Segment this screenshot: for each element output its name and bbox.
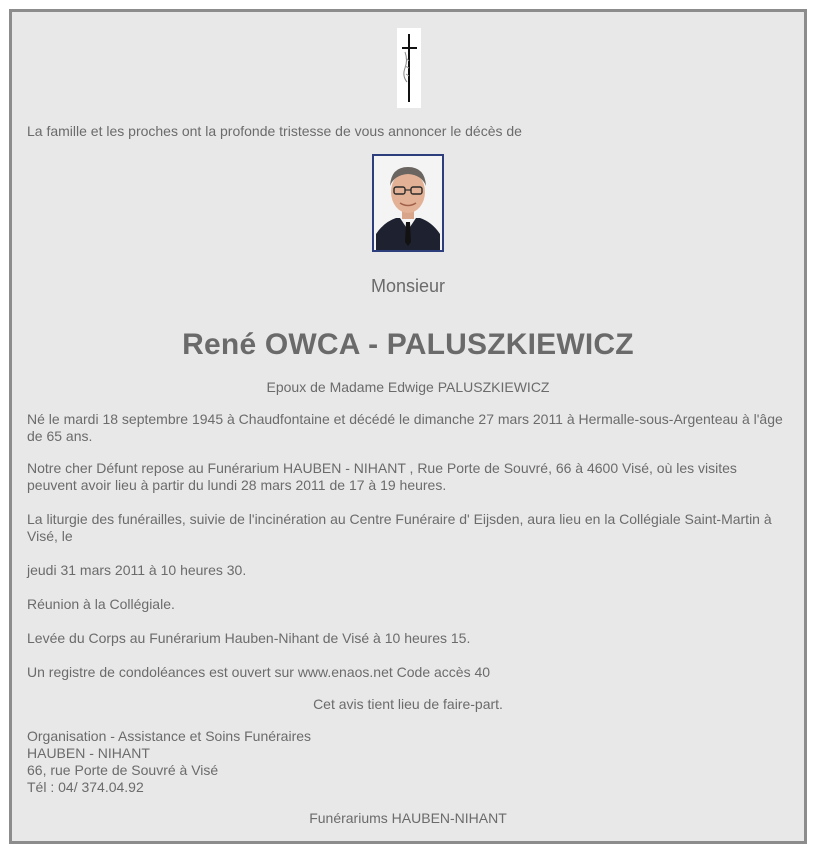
birth-death-text: Né le mardi 18 septembre 1945 à Chaudfontaine et décédé le dimanche 27 mars 2011 à Hermalle-sous-Argenteau à l'âge de 65 ans.	[27, 411, 783, 444]
obituary-frame	[9, 9, 807, 844]
spouse-line: Epoux de Madame Edwige PALUSZKIEWICZ	[266, 379, 550, 395]
registry-text: Un registre de condoléances est ouvert sur www.enaos.net Code accès 40	[27, 664, 491, 680]
notice-text: Cet avis tient lieu de faire-part.	[313, 696, 503, 712]
footer-text: Funérariums HAUBEN-NIHANT	[309, 810, 507, 826]
organisation-line-2: HAUBEN - NIHANT	[27, 745, 150, 761]
deceased-name: René OWCA - PALUSZKIEWICZ	[182, 328, 634, 361]
organisation-phone: Tél : 04/ 374.04.92	[27, 779, 144, 795]
liturgy-text: La liturgie des funérailles, suivie de l'incinération au Centre Funéraire d' Eijsden, aura lieu en la Collégiale Saint-Martin à Visé, le	[27, 511, 772, 544]
meeting-text: Réunion à la Collégiale.	[27, 596, 175, 612]
organisation-line-1: Organisation - Assistance et Soins Funéraires	[27, 728, 312, 744]
intro-text: La famille et les proches ont la profonde tristesse de vous annoncer le décès de	[27, 123, 522, 139]
cross-icon	[397, 28, 421, 108]
funerarium-text: Notre cher Défunt repose au Funérarium HAUBEN - NIHANT , Rue Porte de Souvré, 66 à 4600 Visé, où les visites peuvent avoir lieu à partir du lundi 28 mars 2011 de 17 à 19 heures.	[27, 460, 737, 493]
levee-text: Levée du Corps au Funérarium Hauben-Nihant de Visé à 10 heures 15.	[27, 630, 471, 646]
ceremony-date: jeudi 31 mars 2011 à 10 heures 30.	[27, 562, 247, 578]
organisation-block	[27, 728, 527, 796]
honorific: Monsieur	[370, 276, 446, 296]
portrait-photo	[372, 154, 444, 252]
organisation-address: 66, rue Porte de Souvré à Visé	[27, 762, 219, 778]
